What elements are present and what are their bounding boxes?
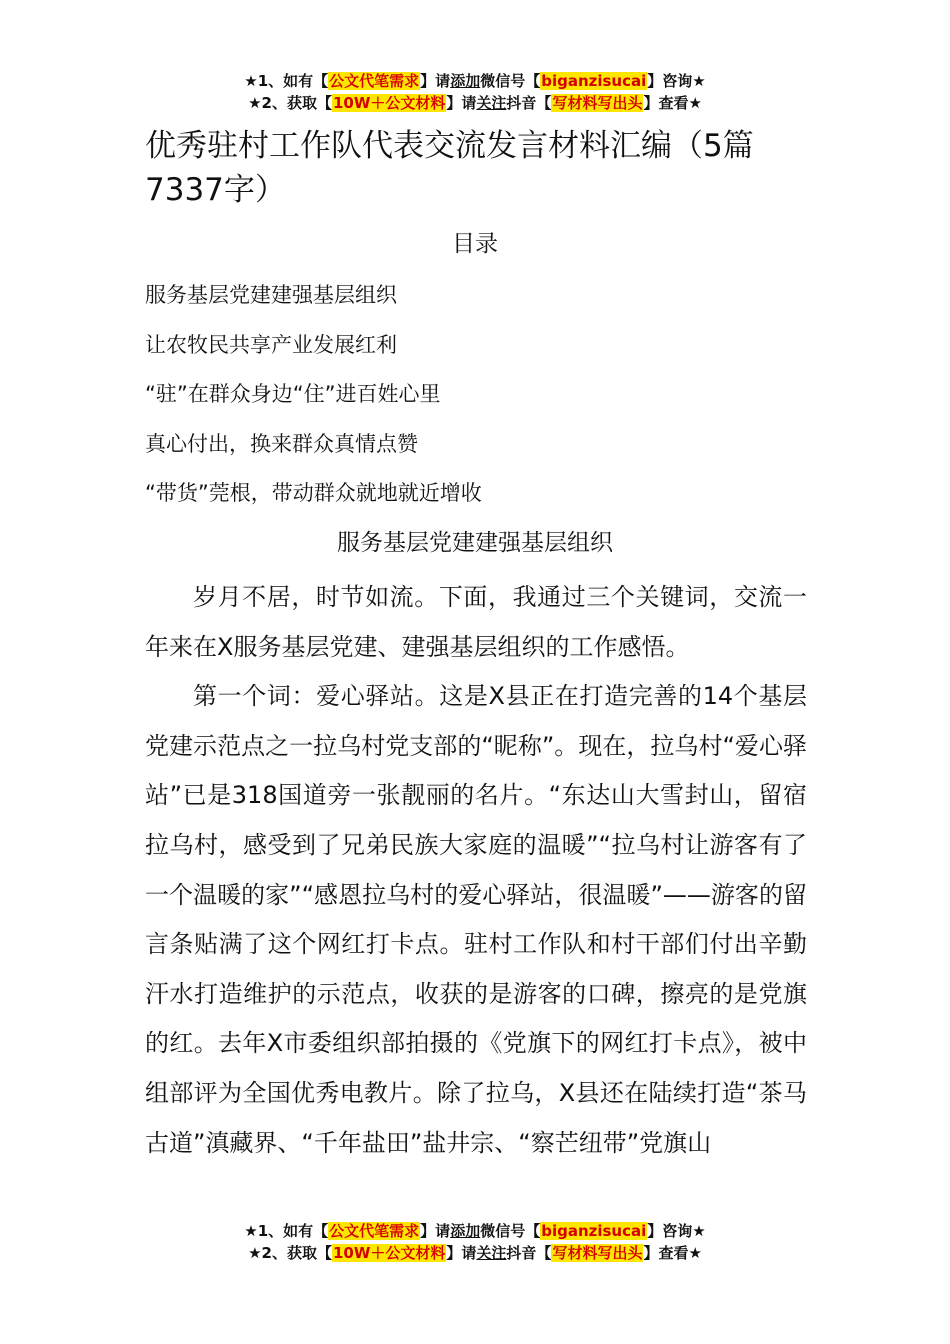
body-text xyxy=(145,573,807,1168)
banner-text: 】请 xyxy=(446,1244,477,1262)
top-banner xyxy=(0,70,950,114)
banner-text: 微信号【 xyxy=(480,72,541,90)
table-of-contents xyxy=(145,278,815,526)
banner-underlined: 关注 xyxy=(476,94,507,112)
banner-highlight: 写材料写出头 xyxy=(552,1244,643,1262)
banner-line-2 xyxy=(0,92,950,114)
banner-text: 】咨询★ xyxy=(647,72,706,90)
banner-line-1 xyxy=(0,1220,950,1242)
banner-text: 】查看★ xyxy=(643,1244,702,1262)
bottom-banner xyxy=(0,1220,950,1264)
banner-text: ★2、获取【 xyxy=(248,94,332,112)
banner-underlined: 添加 xyxy=(450,72,481,90)
banner-highlight: 10W＋公文材料 xyxy=(332,1244,446,1262)
banner-underlined: 添加 xyxy=(450,1222,481,1240)
paragraph: 岁月不居，时节如流。下面，我通过三个关键词，交流一年来在X服务基层党建、建强基层组织的工作感悟。 xyxy=(145,583,807,661)
banner-highlight: biganzisucai xyxy=(541,72,647,90)
toc-item: 让农牧民共享产业发展红利 xyxy=(145,332,397,357)
banner-text: ★1、如有【 xyxy=(244,1222,329,1240)
banner-text: 】请 xyxy=(420,1222,451,1240)
toc-item: 真心付出，换来群众真情点赞 xyxy=(145,431,418,456)
banner-text: ★1、如有【 xyxy=(244,72,329,90)
banner-highlight: biganzisucai xyxy=(541,1222,647,1240)
banner-highlight: 公文代笔需求 xyxy=(329,1222,420,1240)
document-title: 优秀驻村工作队代表交流发言材料汇编（5篇7337字） xyxy=(145,128,754,208)
section-title: 服务基层党建建强基层组织 xyxy=(337,530,613,556)
toc-item: “带货”莞根，带动群众就地就近增收 xyxy=(145,481,482,506)
banner-text: 】请 xyxy=(446,94,477,112)
toc-heading: 目录 xyxy=(452,231,498,257)
banner-text: ★2、获取【 xyxy=(248,1244,332,1262)
banner-highlight: 公文代笔需求 xyxy=(329,72,420,90)
banner-text: 】查看★ xyxy=(643,94,702,112)
banner-highlight: 写材料写出头 xyxy=(552,94,643,112)
banner-line-2 xyxy=(0,1242,950,1264)
banner-text: 抖音【 xyxy=(506,94,552,112)
banner-highlight: 10W＋公文材料 xyxy=(332,94,446,112)
banner-line-1 xyxy=(0,70,950,92)
banner-underlined: 关注 xyxy=(476,1244,507,1262)
toc-item: 服务基层党建建强基层组织 xyxy=(145,283,397,307)
banner-text: 微信号【 xyxy=(480,1222,541,1240)
banner-text: 】咨询★ xyxy=(647,1222,706,1240)
banner-text: 抖音【 xyxy=(506,1244,552,1262)
paragraph: 第一个词：爱心驿站。这是X县正在打造完善的14个基层党建示范点之一拉乌村党支部的“昵称”。现在，拉乌村“爱心驿站”已是318国道旁一张靓丽的名片。“东达山大雪封山，留宿拉乌村，感受到了兄弟民族大家庭的温暖”“拉乌村让游客有了一个温暖的家”“感恩拉乌村的爱心驿站，很温暖”——游客的留言条贴满了这个网红打卡点。驻村工作队和村干部们付出辛勤汗水打造维护的示范点，收获的是游客的口碑，擦亮的是党旗的红。去年X市委组织部拍摄的《党旗下的网红打卡点》，被中组部评为全国优秀电教片。除了拉乌，X县还在陆续打造“茶马古道”滇藏界、“千年盐田”盐井宗、“察芒纽带”党旗山 xyxy=(145,682,807,1157)
toc-item: “驻”在群众身边“住”进百姓心里 xyxy=(145,382,441,407)
banner-text: 】请 xyxy=(420,72,451,90)
